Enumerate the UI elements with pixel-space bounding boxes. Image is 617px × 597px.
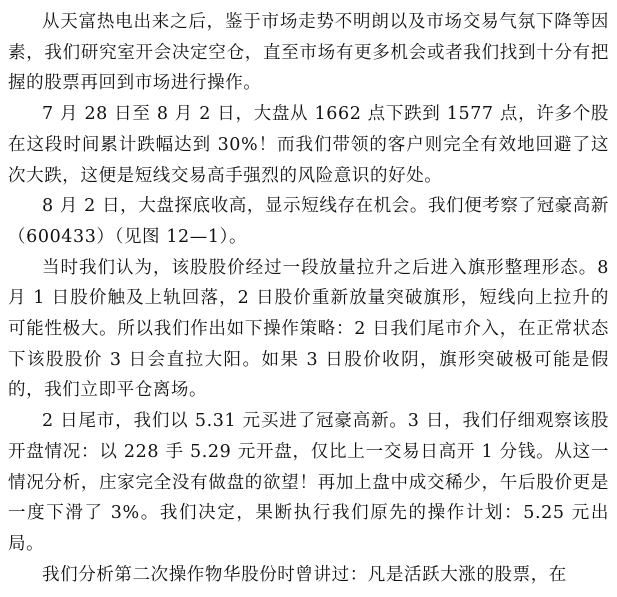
paragraph-5: 2 日尾市，我们以 5.31 元买进了冠豪高新。3 日，我们仔细观察该股开盘情况：以 228 手 5.29 元开盘，仅比上一交易日高开 1 分钱。从这一情况分析，庄家完全没有做盘的欲望！再加上盘中成交稀少，午后股价更是一度下滑了 3%。我们决定，果断执行我们原先的操作计划：5.25 元出局。 bbox=[8, 411, 609, 554]
paragraph-1: 从天富热电出来之后，鉴于市场走势不明朗以及市场交易气氛下降等因素，我们研究室开会决定空仓，直至市场有更多机会或者我们找到十分有把握的股票再回到市场进行操作。 bbox=[8, 12, 609, 94]
paragraph-4: 当时我们认为，该股股价经过一段放量拉升之后进入旗形整理形态。8 月 1 日股价触及上轨回落，2 日股价重新放量突破旗形，短线向上拉升的可能性极大。所以我们作出如下操作策略：2 日我们尾市介入，在正常状态下该股股价 3 日会直拉大阳。如果 3 日股价收阴，旗形突破极可能是假的，我们立即平仓离场。 bbox=[8, 257, 609, 401]
paragraph-2: 7 月 28 日至 8 月 2 日，大盘从 1662 点下跌到 1577 点，许多个股在这段时间累计跌幅达到 30%！而我们带领的客户则完全有效地回避了这次大跌，这便是短线交易高手强烈的风险意识的好处。 bbox=[8, 104, 609, 186]
paragraph-3: 8 月 2 日，大盘探底收高，显示短线存在机会。我们便考察了冠豪高新（600433）（见图 12—1）。 bbox=[8, 196, 609, 247]
paragraph-6: 我们分析第二次操作物华股份时曾讲过：凡是活跃大涨的股票，在 bbox=[42, 564, 567, 585]
